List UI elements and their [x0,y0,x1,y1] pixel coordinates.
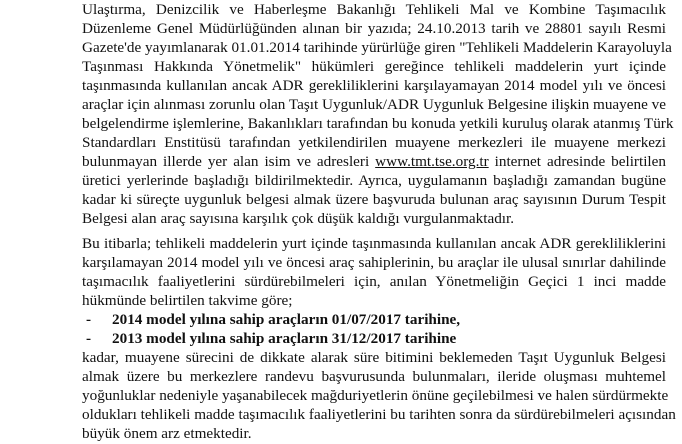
text-line: oldukları tehlikeli madde taşımacılık faaliyetlerini bu tarihten sonra da sürdürebilmeleri açısından [82,406,676,423]
paragraph-deadline-intro [82,234,666,310]
text-line: karşılamayan 2014 model yılı ve öncesi araç sahiplerinin, bu araçlar ile ulusal sınırlar dahilinde [82,254,666,271]
text-line: büyük önem arz etmektedir. [82,425,252,442]
bullet-dash: - [86,311,92,328]
text-line: üretici yerlerinde başladığı bildirilmektedir. Ayrıca, uygulamanın başladığı zamandan bugüne [82,172,666,189]
text-line: araçlar için alınması zorunlu olan Taşıt Uygunluk/ADR Uygunluk Belgesine ilişkin muayene ve [82,96,666,113]
text-line-with-link [82,152,666,171]
text-line: Gazete'de yayımlanarak 01.01.2014 tarihinde yürürlüğe giren "Tehlikeli Maddelerin Karayoluyla [82,39,672,56]
bullet-dash: - [86,330,92,347]
text-line: taşınmasında kullanılan ancak ADR gerekliliklerini karşılayamayan 2014 model yılı ve öncesi [82,77,666,94]
text-line: Taşınması Hakkında Yönetmelik" hükümleri gereğince tehlikeli maddelerin yurt içinde [82,58,666,75]
text-line: belgelendirme işlemlerine, Bakanlıkları tarafından bu konuda yetkili kuruluş olarak atanmış Türk [82,115,674,132]
paragraph-adr-background [82,0,674,228]
text-line: Belgesi alan araç sayısına karşılık çok düşük kaldığı vurgulanmaktadır. [82,210,515,227]
text-line-start: bulunmayan illerde yer alan isim ve adresleri [82,153,376,170]
list-item [82,310,666,329]
list-item-text: 2014 model yılına sahip araçların 01/07/2017 tarihine, [112,311,461,328]
text-line: almak üzere bu merkezlere randevu başvurusunda bulunmaları, ileride oluşması muhtemel [82,368,666,385]
text-line: kadar, muayene sürecini de dikkate alarak süre bitimini beklemeden Taşıt Uygunluk Belgesi [82,349,666,366]
text-line: kadar ki süreçte uygunluk belgesi almak üzere başvuruda bulunan araç sayısının Durum Tespit [82,191,666,208]
deadline-list [82,310,666,348]
text-line: Ulaştırma, Denizcilik ve Haberleşme Bakanlığı Tehlikeli Mal ve Kombine Taşımacılık [82,1,666,18]
text-line: Bu itibarla; tehlikeli maddelerin yurt içinde taşınmasında kullanılan ancak ADR gerekliliklerini [82,235,666,252]
text-line-end: internet adresinde belirtilen [488,153,666,170]
text-line: Düzenleme Genel Müdürlüğünden alınan bir yazıda; 24.10.2013 tarih ve 28801 sayılı Resmi [82,20,666,37]
list-item [82,329,666,348]
text-line: hükmünde belirtilen takvime göre; [82,292,293,309]
text-line: yoğunluklar nedeniyle yaşanabilecek mağduriyetlerin önüne geçilebilmesi ve halen sürdürmekte [82,387,669,404]
text-line: taşımacılık faaliyetlerini sürdürebilmeleri için, anılan Yönetmeliğin Geçici 1 inci madde [82,273,666,290]
paragraph-recommendation [82,348,676,443]
list-item-text: 2013 model yılına sahip araçların 31/12/2017 tarihine [112,330,457,347]
text-line: Standardları Enstitüsü tarafından yetkilendirilen muayene merkezleri ile muayene merkezi [82,134,666,151]
tse-website-link[interactable]: www.tmt.tse.org.tr [375,153,489,170]
